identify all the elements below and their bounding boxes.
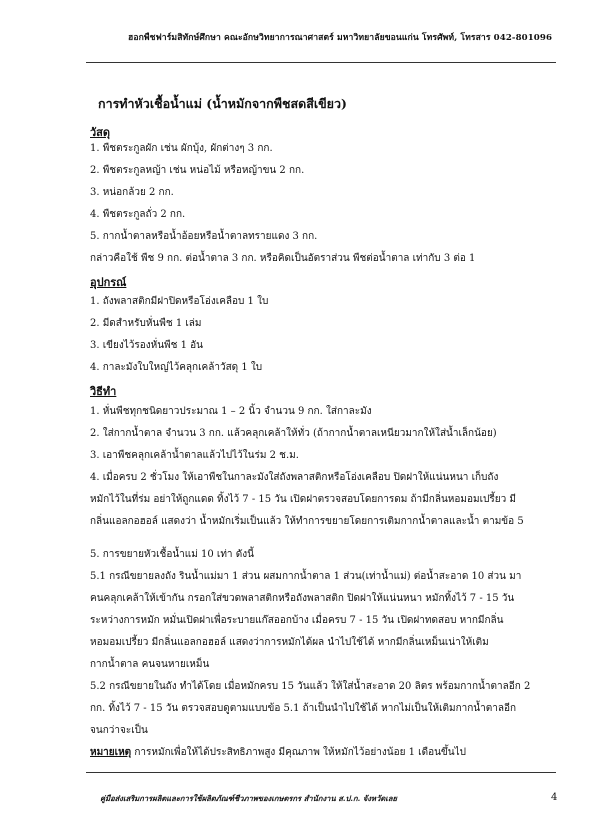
equipment-item: 2. มีดสำหรับหั่นพืช 1 เล่ม (90, 318, 202, 329)
equipment-item: 4. กาละมังใบใหญ่ไว้คลุกเคล้าวัสดุ 1 ใบ (90, 362, 263, 373)
materials-item: 5. กากน้ำตาลหรือน้ำอ้อยหรือน้ำตาลทรายแดง 3 กก. (90, 231, 318, 242)
expansion-line: ระหว่างการหมัก หมั่นเปิดฝาเพื่อระบายแก๊สออกบ้าง เมื่อครบ 7 - 15 วัน เปิดฝาทดสอบ หากมีกลิ่น (90, 615, 504, 626)
page-footer: คู่มือส่งเสริมการผลิตและการใช้ผลิตภัณฑ์ชีวภาพของเกษตรกร สำนักงาน ส.ป.ก. จังหวัดเลย (100, 794, 397, 803)
expansion-line: กก. ทิ้งไว้ 7 - 15 วัน ตรวจสอบดูตามแบบข้อ 5.1 ถ้าเป็นนำไปใช้ได้ หากไม่เป็นให้เติมกากน้ำตาลอีก (90, 703, 517, 714)
materials-item: 4. พืชตระกูลถั่ว 2 กก. (90, 209, 186, 220)
materials-item: 2. พืชตระกูลหญ้า เช่น หน่อไม้ หรือหญ้าขน 2 กก. (90, 165, 305, 176)
equipment-item: 3. เขียงไว้รองหั่นพืช 1 อัน (90, 340, 203, 351)
page-number: 4 (551, 792, 558, 803)
method-heading: วิธีทำ (90, 385, 117, 398)
method-line: 2. ใส่กากน้ำตาล จำนวน 3 กก. แล้วคลุกเคล้าให้ทั่ว (ถ้ากากน้ำตาลเหนียวมากให้ใส่น้ำเล็กน้อย) (90, 428, 497, 439)
materials-item: 3. หน่อกล้วย 2 กก. (90, 187, 174, 198)
page-header: ฮอกพืชฟาร์มสิทักษ์ศึกษา คณะอักษวิทยาการณาศาสตร์ มหาวิทยาลัยขอนแก่น โทรศัพท์, โทรสาร 042-801096 (128, 33, 553, 43)
materials-ratio: กล่าวคือใช้ พืช 9 กก. ต่อน้ำตาล 3 กก. หรือคิดเป็นอัตราส่วน พืชต่อน้ำตาล เท่ากับ 3 ต่อ 1 (90, 253, 476, 264)
method-line: กลิ่นแอลกอฮอล์ แสดงว่า น้ำหมักเริ่มเป็นแล้ว ให้ทำการขยายโดยการเติมกากน้ำตาลและน้ำ ตามข้อ 5 (90, 516, 524, 527)
method-line: 4. เมื่อครบ 2 ชั่วโมง ให้เอาพืชในกาละมังใส่ถังพลาสติกหรือโอ่งเคลือบ ปิดฝาให้แน่นหนา เก็บถัง (90, 472, 499, 483)
materials-item: 1. พืชตระกูลผัก เช่น ผักบุ้ง, ผักต่างๆ 3 กก. (90, 143, 273, 154)
expansion-line: คนคลุกเคล้าให้เข้ากัน กรอกใส่ขวดพลาสติกหรือถังพลาสติก ปิดฝาให้แน่นหนา หมักทิ้งไว้ 7 - 15 วัน (90, 593, 515, 604)
expansion-line: จนกว่าจะเป็น (90, 725, 148, 736)
method-line: 3. เอาพืชคลุกเคล้าน้ำตาลแล้วไปไว้ในร่ม 2 ช.ม. (90, 450, 299, 461)
materials-heading: วัสดุ (90, 126, 111, 139)
equipment-item: 1. ถังพลาสติกมีฝาปิดหรือโอ่งเคลือบ 1 ใบ (90, 296, 269, 307)
expansion-line: กากน้ำตาล คนจนหายเหม็น (90, 659, 210, 670)
method-line: 1. หั่นพืชทุกชนิดยาวประมาณ 1 – 2 นิ้ว จำนวน 9 กก. ใส่กาละมัง (90, 406, 372, 417)
expansion-line: 5.2 กรณีขยายในถัง ทำได้โดย เมื่อหมักครบ 15 วันแล้ว ให้ใส่น้ำสะอาด 20 ลิตร พร้อมกากน้ำตาลอีก 2 (90, 681, 531, 692)
note-line (90, 745, 466, 760)
expansion-line: 5.1 กรณีขยายลงถัง รินน้ำแม่มา 1 ส่วน ผสมกากน้ำตาล 1 ส่วน(เท่าน้ำแม่) ต่อน้ำสะอาด 10 ส่วน มา (90, 571, 522, 582)
footer-divider (86, 772, 556, 773)
equipment-heading: อุปกรณ์ (90, 276, 127, 289)
document-title: การทำหัวเชื้อน้ำแม่ (น้ำหมักจากพืชสดสีเขียว) (98, 96, 347, 111)
method-line: หมักไว้ในที่ร่ม อย่าให้ถูกแดด ทิ้งไว้ 7 - 15 วัน เปิดฝาตรวจสอบโดยการดม ถ้ามีกลิ่นหอมอมเปรี้ยว มี (90, 494, 516, 505)
expansion-line: หอมอมเปรี้ยว มีกลิ่นแอลกอฮอล์ แสดงว่าการหมักได้ผล นำไปใช้ได้ หากมีกลิ่นเหม็นเน่าให้เติม (90, 637, 489, 648)
header-divider (86, 62, 556, 63)
note-text: การหมักเพื่อให้ได้ประสิทธิภาพสูง มีคุณภาพ ให้หมักไว้อย่างน้อย 1 เดือนขึ้นไป (131, 747, 466, 758)
expansion-line: 5. การขยายหัวเชื้อน้ำแม่ 10 เท่า ดังนี้ (90, 549, 254, 560)
note-label: หมายเหตุ (90, 747, 132, 758)
